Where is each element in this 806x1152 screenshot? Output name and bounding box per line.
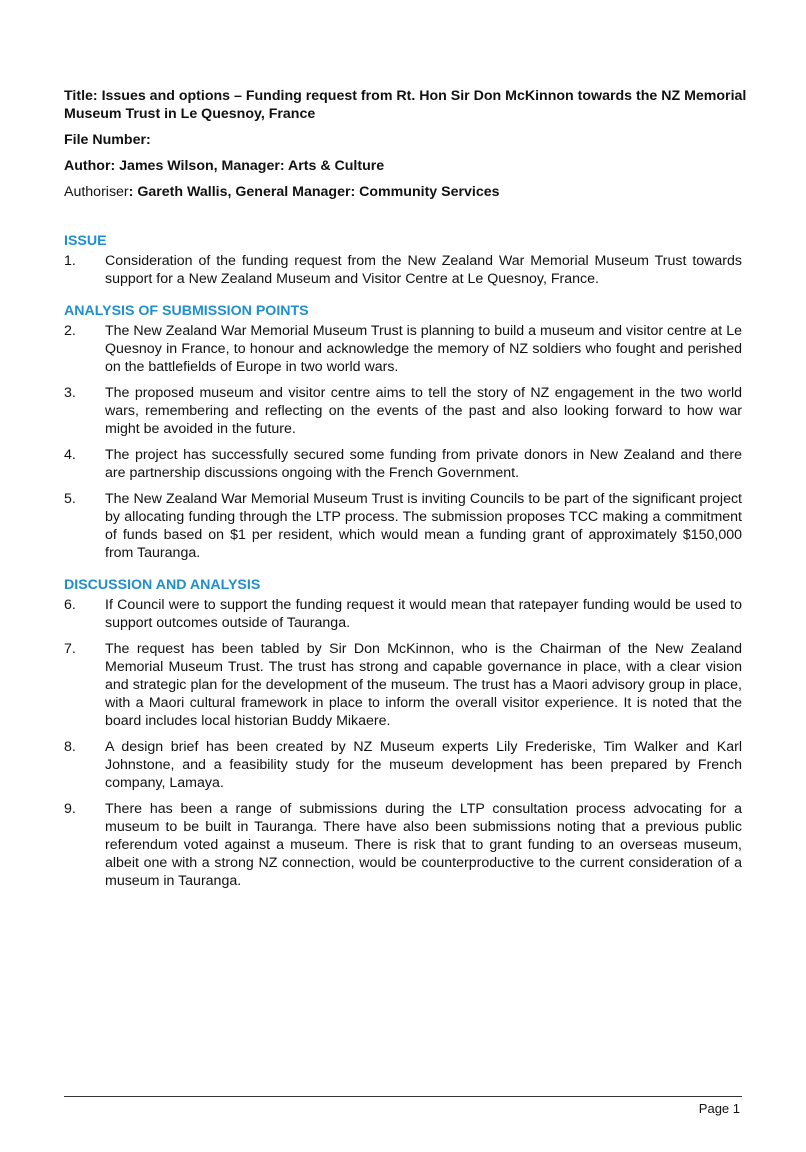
item-text: The New Zealand War Memorial Museum Trust is planning to build a museum and visitor centre at Le Quesnoy in France, to honour and acknowledge the memory of NZ soldiers who fought and perished on the battlefields of Europe in two world wars. xyxy=(105,323,742,375)
item-text: The request has been tabled by Sir Don McKinnon, who is the Chairman of the New Zealand Memorial Museum Trust. The trust has strong and capable governance in place, with a clear vision and strategic plan for the development of the museum. The trust has a Maori advisory group in place, with a Maori cultural framework in place to inform the overall visitor experience. It is noted that the board includes local historian Buddy Mikaere. xyxy=(105,641,742,729)
list-item xyxy=(64,640,742,730)
item-number: 3. xyxy=(64,385,76,401)
item-text: The New Zealand War Memorial Museum Trust is inviting Councils to be part of the significant project by allocating funding through the LTP process. The submission proposes TCC making a commitment of funds based on $1 per resident, which would mean a funding grant of approximately $150,000 from Tauranga. xyxy=(105,491,742,561)
author-line: Author: James Wilson, Manager: Arts & Culture xyxy=(64,158,385,174)
item-text: The project has successfully secured some funding from private donors in New Zealand and there are partnership discussions ongoing with the French Government. xyxy=(105,447,742,481)
list-item xyxy=(64,596,742,632)
item-text: There has been a range of submissions during the LTP consultation process advocating for a museum to be built in Tauranga. There have also been submissions noting that a previous public referendum voted against a museum. There is risk that to grant funding to an overseas museum, albeit one with a strong NZ connection, would be counterproductive to the current consideration of a museum in Tauranga. xyxy=(105,801,742,889)
authoriser-line xyxy=(64,183,754,201)
item-text: The proposed museum and visitor centre aims to tell the story of NZ engagement in the two world wars, remembering and reflecting on the events of the past and also looking forward to how war might be avoided in the future. xyxy=(105,385,742,437)
item-text: A design brief has been created by NZ Museum experts Lily Frederiske, Tim Walker and Karl Johnstone, and a feasibility study for the museum development has been prepared by French company, Lamaya. xyxy=(105,739,742,791)
item-number: 9. xyxy=(64,801,76,817)
item-text: If Council were to support the funding request it would mean that ratepayer funding would be used to support outcomes outside of Tauranga. xyxy=(105,597,742,631)
report-header xyxy=(64,87,754,209)
item-number: 7. xyxy=(64,641,76,657)
list-item xyxy=(64,384,742,438)
item-text: Consideration of the funding request from the New Zealand War Memorial Museum Trust towards support for a New Zealand Museum and Visitor Centre at Le Quesnoy, France. xyxy=(105,253,742,287)
item-number: 5. xyxy=(64,491,76,507)
page-number: Page 1 xyxy=(698,1101,740,1116)
section-heading-issue: ISSUE xyxy=(64,233,107,249)
report-body xyxy=(64,232,742,898)
list-item xyxy=(64,800,742,890)
item-number: 8. xyxy=(64,739,76,755)
list-item xyxy=(64,446,742,482)
list-item xyxy=(64,490,742,562)
authoriser-value: : Gareth Wallis, General Manager: Community Services xyxy=(128,184,500,200)
item-number: 2. xyxy=(64,323,76,339)
list-item xyxy=(64,738,742,792)
item-number: 6. xyxy=(64,597,76,613)
section-heading-analysis: ANALYSIS OF SUBMISSION POINTS xyxy=(64,303,309,319)
list-item xyxy=(64,322,742,376)
report-title: Title: Issues and options – Funding request from Rt. Hon Sir Don McKinnon towards the NZ Memorial Museum Trust in Le Quesnoy, France xyxy=(64,88,747,122)
list-item xyxy=(64,252,742,288)
authoriser-label: Authoriser xyxy=(64,184,129,200)
file-number: File Number: xyxy=(64,132,151,148)
section-heading-discussion: DISCUSSION AND ANALYSIS xyxy=(64,577,261,593)
footer-divider xyxy=(64,1096,742,1097)
item-number: 4. xyxy=(64,447,76,463)
item-number: 1. xyxy=(64,253,76,269)
